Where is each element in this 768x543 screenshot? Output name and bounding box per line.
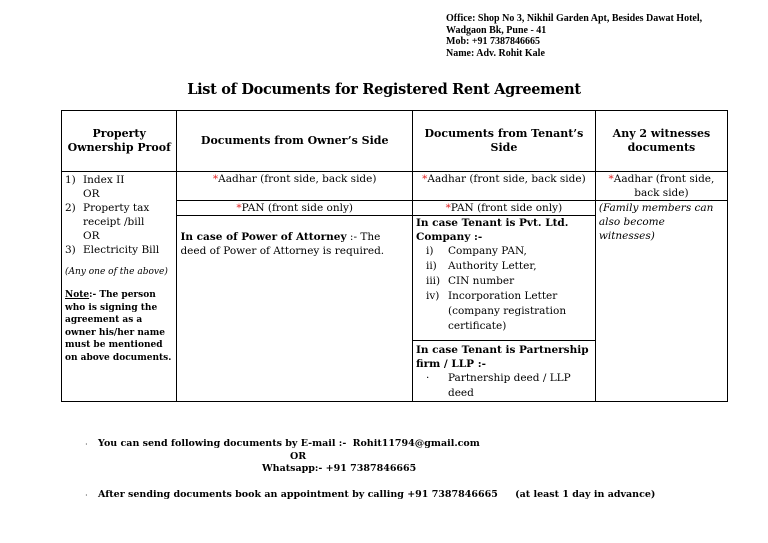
tenant-company-cell [412,216,595,402]
required-star-icon: * [212,173,219,185]
send-text: You can send following documents by E-mail :- [98,438,347,449]
tenant-aadhar-cell: *Aadhar (front side, back side) [412,172,595,201]
list-item: OR [83,230,100,242]
header-property-proof: Property Ownership Proof [62,111,177,172]
signing-note [65,289,173,364]
pvt-ltd-heading: In case Tenant is Pvt. Ltd. Company :- [415,217,569,243]
office-line-3: Mob: +91 7387846665 [446,36,541,47]
owner-poa-cell [177,216,413,402]
poa-heading: In case of Power of Attorney [180,231,347,243]
witness-note-cell: (Family members can also become witnesses) [595,201,727,402]
tenant-pan-cell: *PAN (front side only) [412,201,595,216]
partnership-documents-list [416,371,592,401]
list-item: i) Company PAN, [425,245,527,257]
note-text: :- The person who is signing the agreement as a owner his/her name must be mentioned on above documents. [65,290,172,363]
required-star-icon: * [445,202,451,214]
header-witness-documents: Any 2 witnesses documents [595,111,727,172]
table-row [62,172,728,201]
poa-text: :- The deed of Power of Attorney is required. [180,231,385,257]
property-proof-list [65,173,173,257]
any-one-note: (Any one of the above) [65,267,168,277]
list-item: 2) Property tax receipt /bill [65,202,150,228]
bullet-icon: · [425,372,430,384]
owner-pan-cell: *PAN (front side only) [177,201,413,216]
bullet-icon: · [85,440,88,449]
office-line-2: Wadgaon Bk, Pune - 41 [446,24,547,36]
list-item: 1) Index II [65,174,125,186]
owner-aadhar-cell: *Aadhar (front side, back side) [177,172,413,201]
documents-table [61,110,728,402]
table-header-row [62,111,728,172]
office-line-1: Office: Shop No 3, Nikhil Garden Apt, Besides Dawat Hotel, [446,13,703,24]
appointment-text: After sending documents book an appointment by calling +91 7387846665 [98,489,498,500]
office-line-4: Name: Adv. Rohit Kale [446,47,545,59]
company-documents-list [416,244,592,334]
section-divider [413,340,595,341]
required-star-icon: * [422,173,428,185]
required-star-icon: * [608,173,614,185]
bullet-icon: · [85,491,88,500]
partnership-heading: In case Tenant is Partnership firm / LLP :- [415,344,589,370]
note-label: Note [65,290,90,300]
or-text: OR [290,451,307,462]
list-item: · Partnership deed / LLP deed [425,372,571,399]
email-link[interactable]: Rohit11794@gmail.com [352,438,480,449]
appointment-line [98,489,655,500]
required-star-icon: * [236,202,242,214]
list-item: iv) Incorporation Letter (company registration certificate) [425,290,567,332]
list-item: 3) Electricity Bill [65,244,160,256]
list-item: ii) Authority Letter, [425,260,537,272]
send-documents-line [98,438,480,449]
list-item: OR [83,188,100,200]
whatsapp-line: Whatsapp:- +91 7387846665 [262,463,417,474]
list-item: iii) CIN number [425,275,515,287]
header-owner-documents: Documents from Owner’s Side [177,111,413,172]
office-address-block [446,13,702,59]
advance-text: (at least 1 day in advance) [515,489,656,500]
property-proof-cell [62,172,177,402]
header-tenant-documents: Documents from Tenant’s Side [412,111,595,172]
page-title: List of Documents for Registered Rent Agreement [187,81,581,98]
witness-aadhar-cell: *Aadhar (front side, back side) [595,172,727,201]
